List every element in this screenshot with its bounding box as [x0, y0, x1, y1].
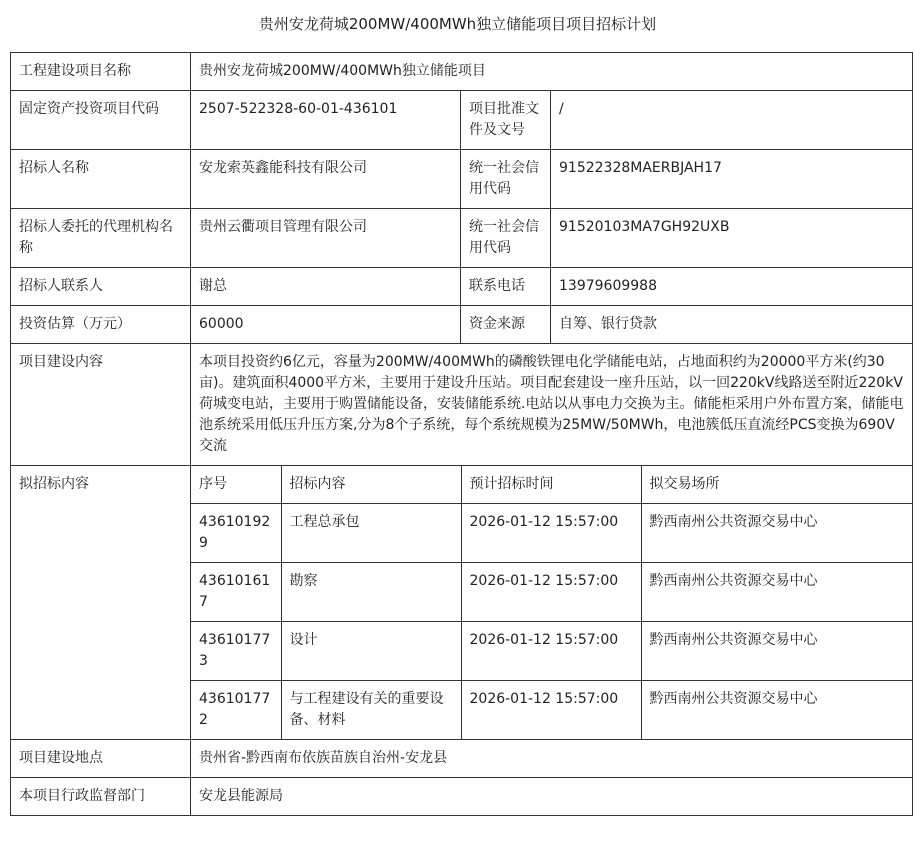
value-content: 本项目投资约6亿元，容量为200MW/400MWh的磷酸铁锂电化学储能电站，占地面积约为20000平方米(约30亩)。建筑面积4000平方米，主要用于建设升压站。项目配套建设一座升压站，以一回220kV线路送至附近220kV荷城变电站，主要用于购置储能设备，安装储能系统.电站以从事电力交换为主。储能柜采用户外布置方案，储能电池系统采用低压升压方案,分为8个子系统，每个系统规模为25MW/50MWh，电池簇低压直流经PCS变换为690V交流	[191, 344, 913, 466]
bid-no: 436101773	[191, 622, 281, 681]
row-supervisor	[11, 778, 913, 816]
value-tenderer-credit-code: 91522328MAERBJAH17	[551, 150, 913, 209]
value-location: 贵州省-黔西南布依族苗族自治州-安龙县	[191, 740, 913, 778]
label-tenderer-credit-code: 统一社会信用代码	[461, 150, 551, 209]
bid-place: 黔西南州公共资源交易中心	[641, 563, 912, 622]
value-supervisor: 安龙县能源局	[191, 778, 913, 816]
row-content	[11, 344, 913, 466]
label-fixed-asset-code: 固定资产投资项目代码	[11, 91, 191, 150]
value-agent: 贵州云衢项目管理有限公司	[191, 209, 461, 268]
bid-plan-table	[10, 52, 913, 816]
bid-no: 436101772	[191, 681, 281, 740]
table-row	[191, 563, 912, 622]
value-funding-source: 自筹、银行贷款	[551, 306, 913, 344]
row-bids	[11, 466, 913, 740]
label-agent-credit-code: 统一社会信用代码	[461, 209, 551, 268]
row-project-name	[11, 53, 913, 91]
value-contact: 谢总	[191, 268, 461, 306]
value-approval-doc: /	[551, 91, 913, 150]
bid-time: 2026-01-12 15:57:00	[461, 681, 641, 740]
bid-no: 436101617	[191, 563, 281, 622]
value-fixed-asset-code: 2507-522328-60-01-436101	[191, 91, 461, 150]
row-fixed-asset-code	[11, 91, 913, 150]
bids-header-time: 预计招标时间	[461, 466, 641, 504]
label-bids: 拟招标内容	[11, 466, 191, 740]
bid-place: 黔西南州公共资源交易中心	[641, 622, 912, 681]
bid-place: 黔西南州公共资源交易中心	[641, 504, 912, 563]
label-project-name: 工程建设项目名称	[11, 53, 191, 91]
row-investment	[11, 306, 913, 344]
bid-place: 黔西南州公共资源交易中心	[641, 681, 912, 740]
bid-no: 436101929	[191, 504, 281, 563]
row-location	[11, 740, 913, 778]
label-tenderer: 招标人名称	[11, 150, 191, 209]
table-row	[191, 504, 912, 563]
bids-header-name: 招标内容	[281, 466, 461, 504]
bids-header-place: 拟交易场所	[641, 466, 912, 504]
bids-header-no: 序号	[191, 466, 281, 504]
bids-header-row	[191, 466, 912, 504]
value-project-name: 贵州安龙荷城200MW/400MWh独立储能项目	[191, 53, 913, 91]
value-investment: 60000	[191, 306, 461, 344]
bid-name: 工程总承包	[281, 504, 461, 563]
label-phone: 联系电话	[461, 268, 551, 306]
label-funding-source: 资金来源	[461, 306, 551, 344]
bid-name: 勘察	[281, 563, 461, 622]
value-phone: 13979609988	[551, 268, 913, 306]
row-agent	[11, 209, 913, 268]
value-tenderer: 安龙索英鑫能科技有限公司	[191, 150, 461, 209]
label-contact: 招标人联系人	[11, 268, 191, 306]
bid-name: 与工程建设有关的重要设备、材料	[281, 681, 461, 740]
bid-time: 2026-01-12 15:57:00	[461, 622, 641, 681]
label-supervisor: 本项目行政监督部门	[11, 778, 191, 816]
label-agent: 招标人委托的代理机构名称	[11, 209, 191, 268]
bid-time: 2026-01-12 15:57:00	[461, 563, 641, 622]
label-investment: 投资估算（万元）	[11, 306, 191, 344]
bids-table	[191, 466, 912, 739]
label-content: 项目建设内容	[11, 344, 191, 466]
page-title: 贵州安龙荷城200MW/400MWh独立储能项目项目招标计划	[258, 15, 657, 33]
table-row	[191, 622, 912, 681]
row-tenderer	[11, 150, 913, 209]
bid-name: 设计	[281, 622, 461, 681]
bid-time: 2026-01-12 15:57:00	[461, 504, 641, 563]
bids-cell	[191, 466, 913, 740]
label-approval-doc: 项目批准文件及文号	[461, 91, 551, 150]
value-agent-credit-code: 91520103MA7GH92UXB	[551, 209, 913, 268]
label-location: 项目建设地点	[11, 740, 191, 778]
table-row	[191, 681, 912, 740]
row-contact	[11, 268, 913, 306]
